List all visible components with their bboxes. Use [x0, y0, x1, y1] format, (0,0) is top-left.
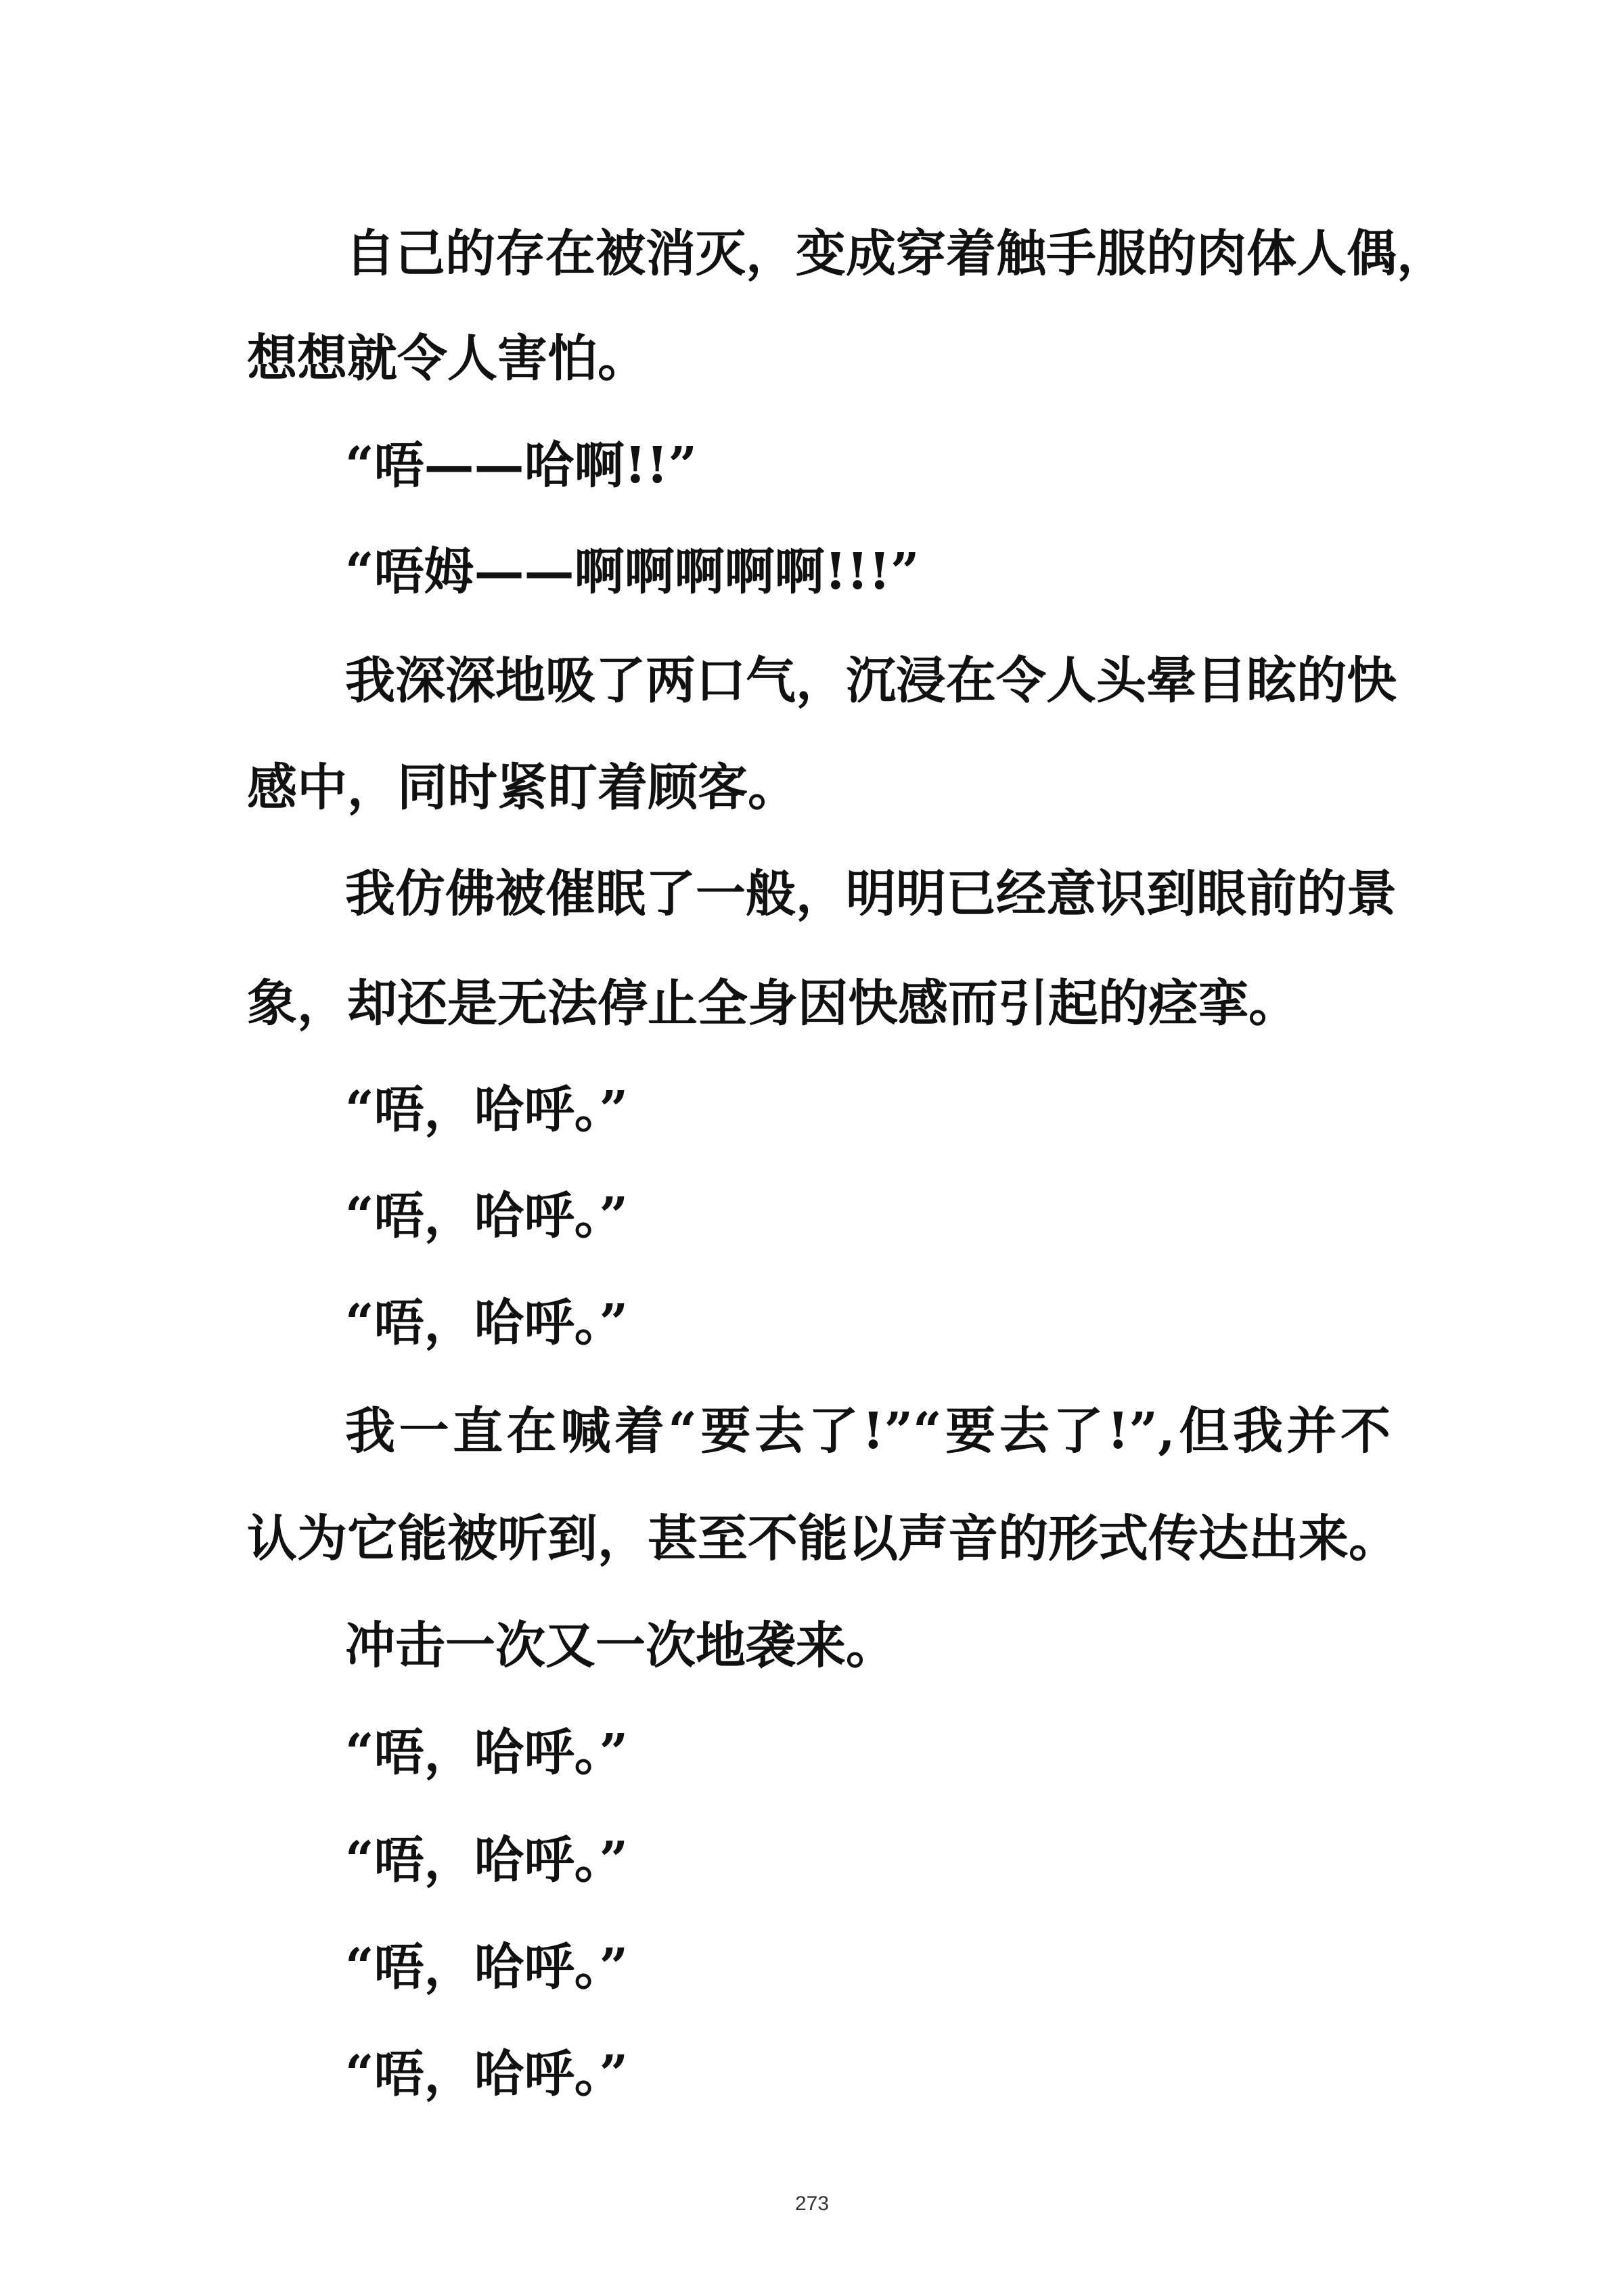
- dialogue-line: “唔，哈呼。”: [345, 1831, 629, 1889]
- text-line: 象，却还是无法停止全身因快感而引起的痉挛。: [247, 974, 1299, 1033]
- dialogue-line: “唔，哈呼。”: [345, 1294, 629, 1352]
- dialogue-line: “唔，哈呼。”: [345, 1724, 629, 1782]
- text-line: 自己的存在被消灭，变成穿着触手服的肉体人偶，: [345, 225, 1447, 283]
- dialogue-line: “唔，哈呼。”: [345, 1187, 629, 1245]
- dialogue-line: “唔姆——啊啊啊啊啊!!!”: [345, 543, 920, 601]
- text-line: 想想就令人害怕。: [247, 330, 648, 388]
- dialogue-line: “唔——哈啊!!”: [345, 436, 698, 495]
- text-line: 冲击一次又一次地袭来。: [345, 1617, 896, 1675]
- text-line: 认为它能被听到，甚至不能以声音的形式传达出来。: [247, 1510, 1399, 1568]
- dialogue-line: “唔，哈呼。”: [345, 1938, 629, 1996]
- text-line: 感中，同时紧盯着顾客。: [247, 759, 798, 817]
- page-number: 273: [794, 2192, 830, 2215]
- text-line: 我深深地吸了两口气，沉浸在令人头晕目眩的快: [345, 652, 1397, 710]
- dialogue-line: “唔，哈呼。”: [345, 2045, 629, 2103]
- text-line: 我一直在喊着“要去了!”“要去了!”,但我并不: [345, 1402, 1391, 1460]
- text-line: 我仿佛被催眠了一般，明明已经意识到眼前的景: [345, 865, 1397, 923]
- dialogue-line: “唔，哈呼。”: [345, 1081, 629, 1139]
